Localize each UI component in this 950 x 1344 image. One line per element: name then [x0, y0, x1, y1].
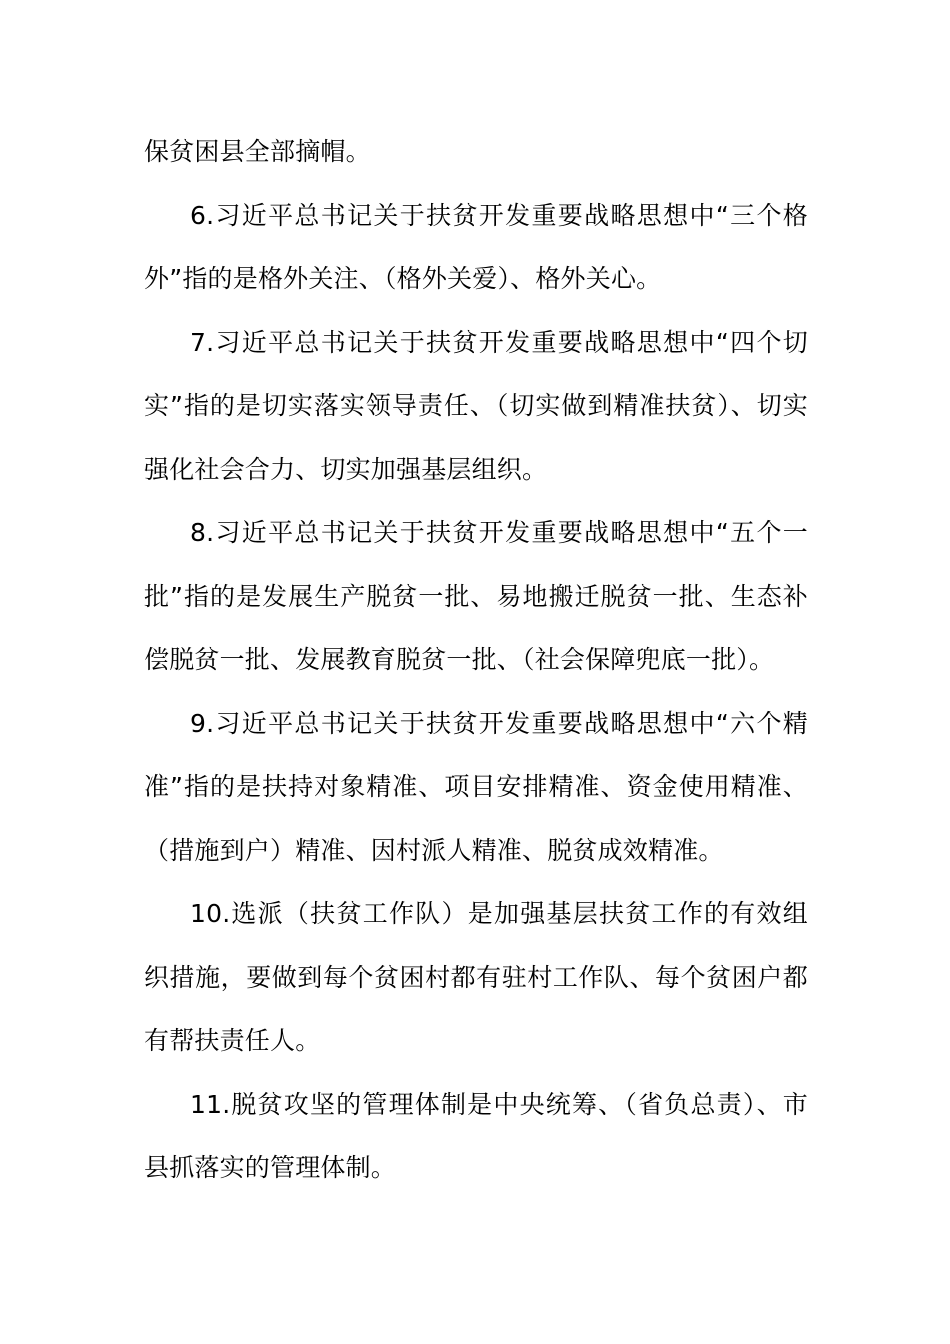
- paragraph-item-11: 11.脱贫攻坚的管理体制是中央统筹、（省负总责）、市县抓落实的管理体制。: [144, 1089, 808, 1182]
- paragraph-item-10: 10.选派（扶贫工作队）是加强基层扶贫工作的有效组织措施，要做到每个贫困村都有驻村工作队、每个贫困户都有帮扶责任人。: [144, 899, 808, 1055]
- paragraph-item-8: 8.习近平总书记关于扶贫开发重要战略思想中“五个一批”指的是发展生产脱贫一批、易地搬迁脱贫一批、生态补偿脱贫一批、发展教育脱贫一批、（社会保障兜底一批）。: [144, 518, 808, 674]
- paragraph-item-7: 7.习近平总书记关于扶贫开发重要战略思想中“四个切实”指的是切实落实领导责任、（切实做到精准扶贫）、切实强化社会合力、切实加强基层组织。: [144, 327, 808, 484]
- paragraph-item-6: 6.习近平总书记关于扶贫开发重要战略思想中“三个格外”指的是格外关注、（格外关爱）、格外关心。: [144, 200, 808, 293]
- document-body: [144, 120, 808, 1200]
- paragraph-continuation: 保贫困县全部摘帽。: [144, 137, 371, 166]
- paragraph-item-9: 9.习近平总书记关于扶贫开发重要战略思想中“六个精准”指的是扶持对象精准、项目安排精准、资金使用精准、（措施到户）精准、因村派人精准、脱贫成效精准。: [144, 708, 808, 865]
